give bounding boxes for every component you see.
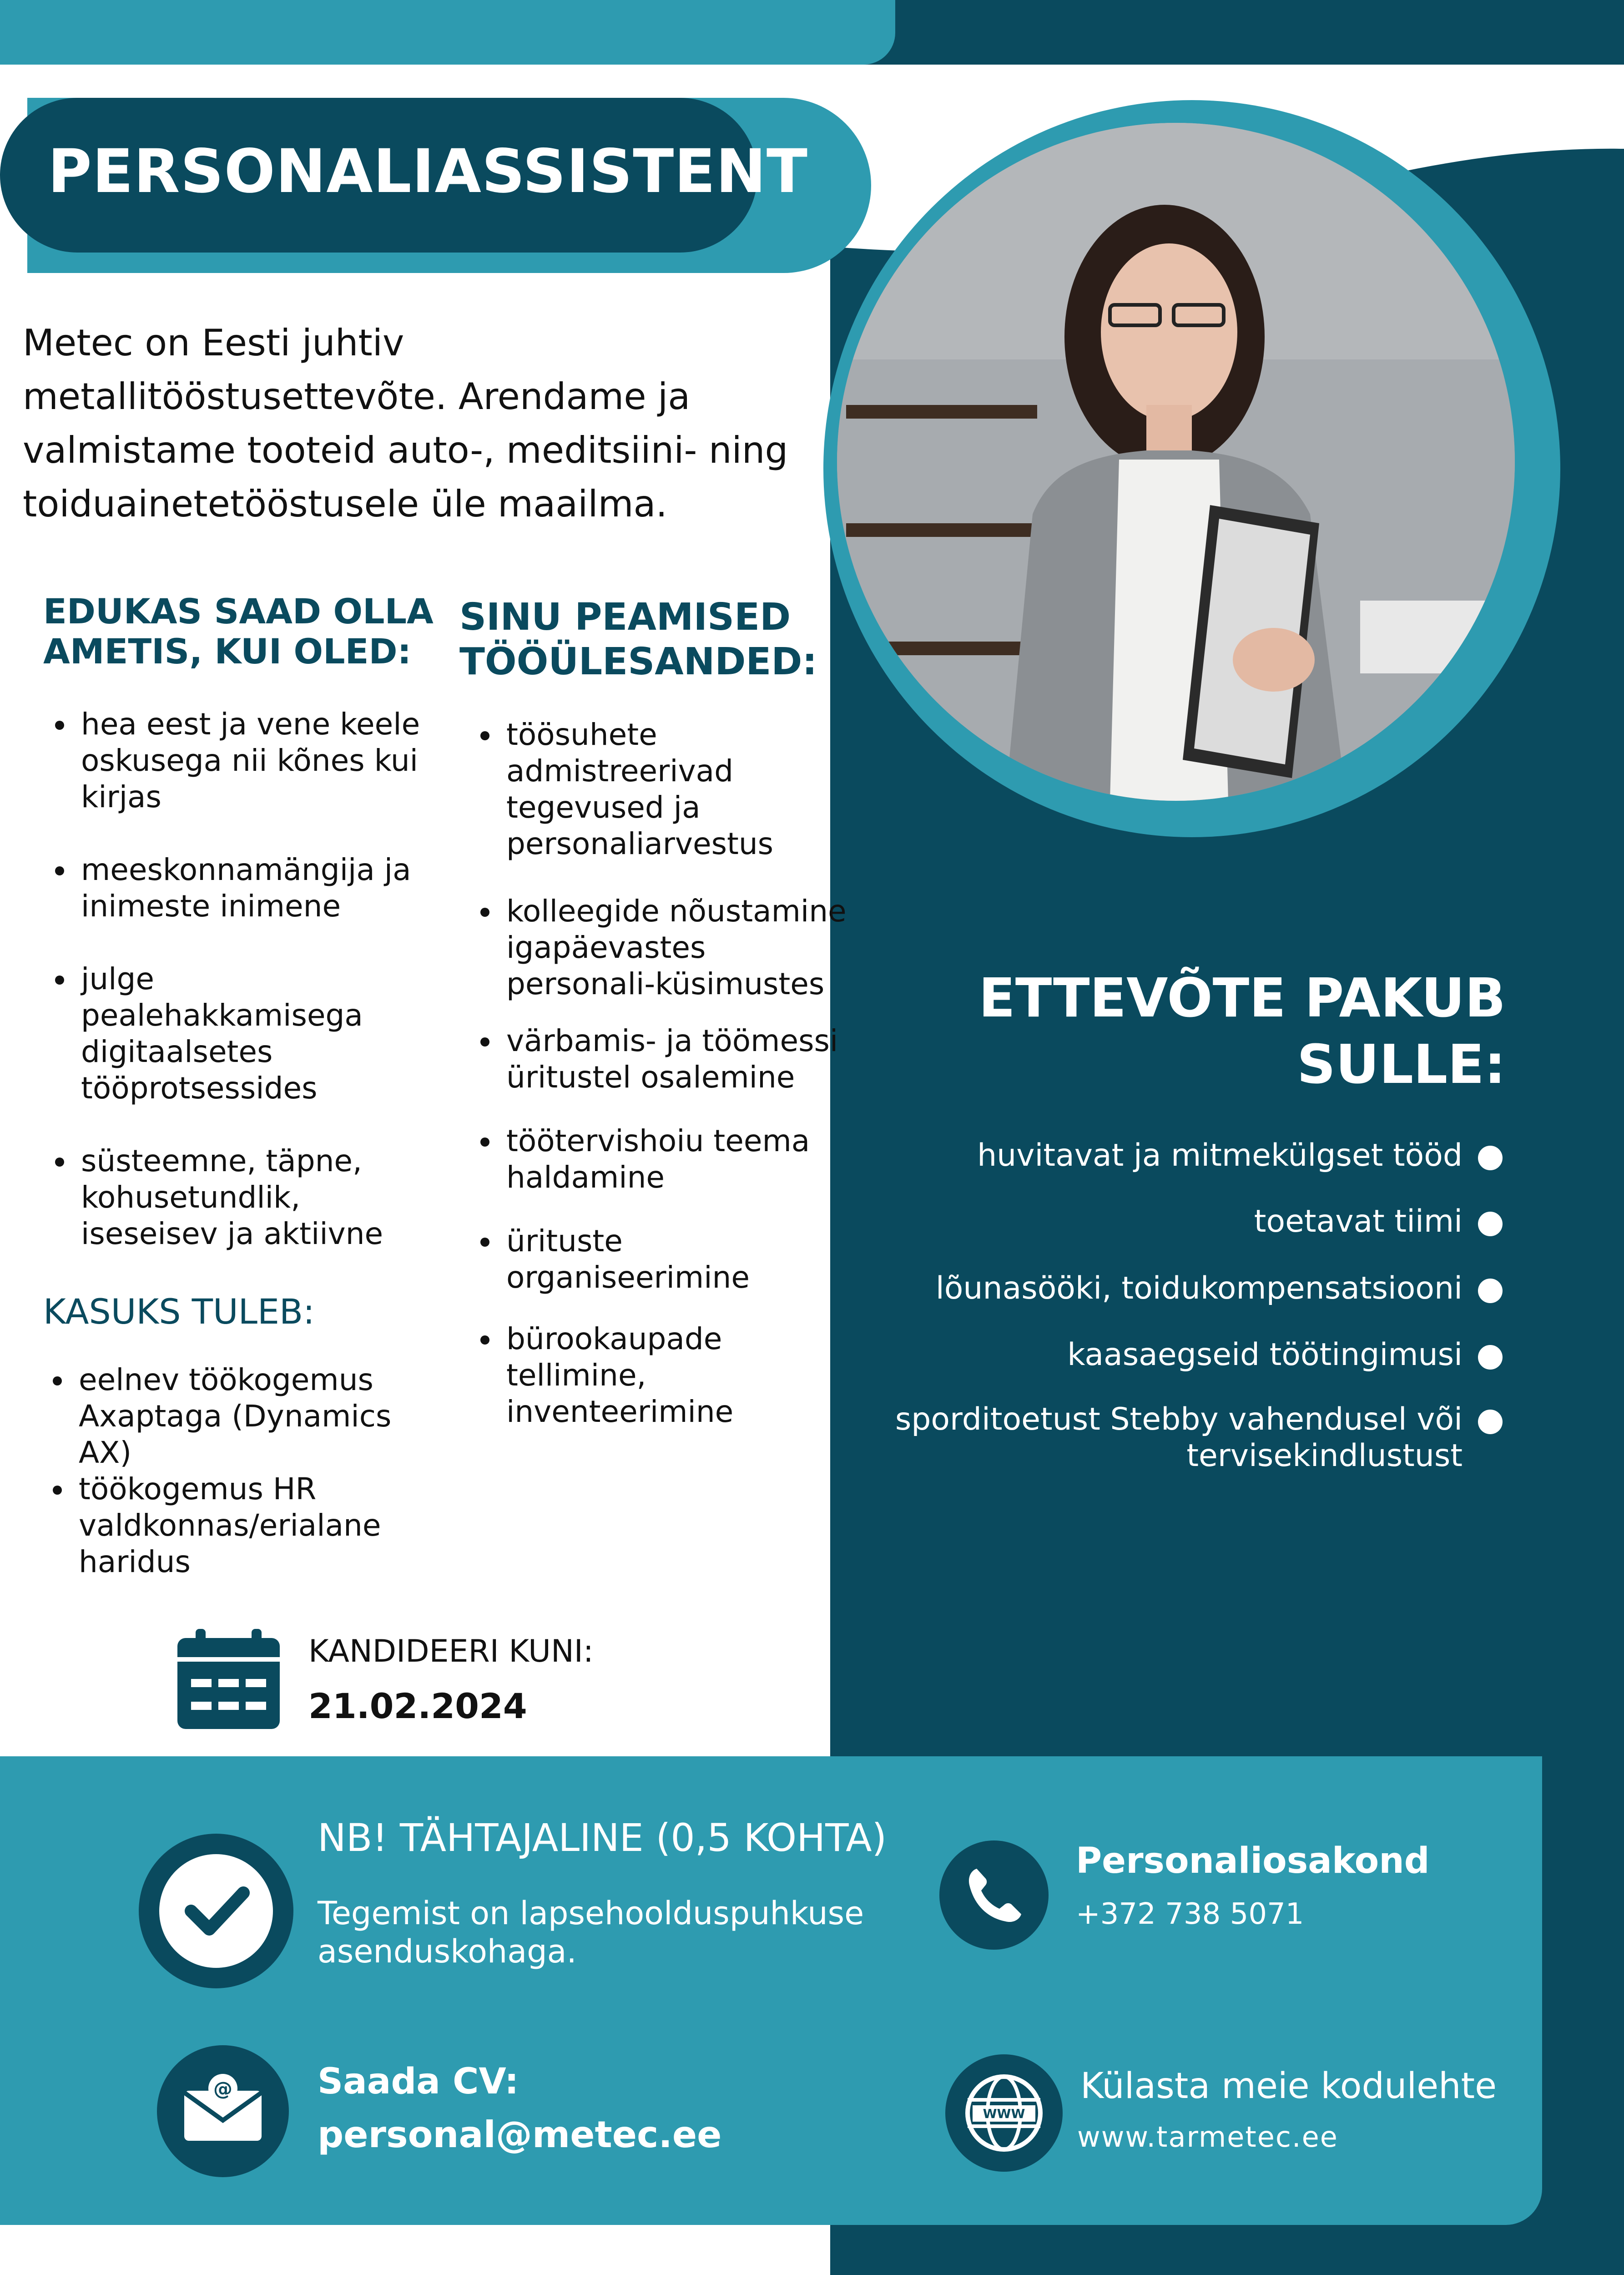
success-item: • julge pealehakkamisega digitaalsetes tööprotsessides (76, 961, 440, 1107)
task-item: • värbamis- ja töömessi üritustel osalemine (502, 1023, 857, 1096)
svg-text:@: @ (213, 2078, 232, 2100)
notice-title: NB! TÄHTAJALINE (0,5 KOHTA) (318, 1815, 887, 1860)
task-item: • bürookaupade tellimine, inventeerimine (502, 1321, 857, 1430)
offer-item (977, 1138, 1463, 1174)
deadline-date: 21.02.2024 (308, 1686, 527, 1726)
offer-item-text: sporditoetust Stebby vahendusel või tervisekindlustust (895, 1401, 1463, 1474)
advantage-list (43, 1362, 447, 1580)
success-list (45, 706, 440, 1289)
task-item: • kolleegide nõustamine igapäevastes personali-küsimustes (502, 893, 857, 1002)
tasks-heading (459, 595, 817, 684)
offer-item-text: huvitavat ja mitmekülgset tööd (977, 1138, 1463, 1173)
photo-illustration (837, 123, 1515, 801)
top-left-accent-bar (0, 0, 895, 65)
globe-icon (945, 2054, 1063, 2172)
offer-item-text: lõunasööki, toidukompensatsiooni (935, 1270, 1463, 1306)
svg-text:WWW: WWW (983, 2106, 1025, 2121)
deadline-label: KANDIDEERI KUNI: (308, 1633, 594, 1669)
task-item: • ürituste organiseerimine (502, 1223, 857, 1296)
offer-heading-line2: SULLE: (1297, 1033, 1506, 1096)
tasks-heading-line1: SINU PEAMISED (459, 596, 791, 639)
cv-email-link[interactable]: personal@metec.ee (318, 2113, 722, 2156)
bullet-dot-icon (1478, 1410, 1503, 1434)
offer-item (1067, 1337, 1463, 1373)
tasks-list (471, 717, 857, 1466)
success-heading-line1: EDUKAS SAAD OLLA (43, 591, 434, 632)
task-item: • töösuhete admistreerivad tegevused ja personaliarvestus (502, 717, 857, 862)
check-icon (159, 1854, 273, 1968)
bullet-dot-icon (1478, 1345, 1503, 1370)
offer-heading-line1: ETTEVÕTE PAKUB (978, 966, 1506, 1029)
bullet-dot-icon (1478, 1212, 1503, 1236)
offer-heading (978, 965, 1506, 1097)
task-item: • töötervishoiu teema haldamine (502, 1123, 857, 1196)
notice-text: Tegemist on lapsehoolduspuhkuse asenduskohaga. (318, 1895, 864, 1970)
cv-label: Saada CV: (318, 2061, 519, 2102)
website-label: Külasta meie kodulehte (1080, 2066, 1497, 2107)
success-item: • süsteemne, täpne, kohusetundlik, iseseisev ja aktiivne (76, 1143, 440, 1252)
intro-text: Metec on Eesti juhtiv metallitööstusettevõte. Arendame ja valmistame tooteid auto-, meditsiini- ning toiduainetetööstusele üle maailma. (23, 322, 788, 525)
bullet-dot-icon (1478, 1146, 1503, 1170)
bullet-dot-icon (1478, 1279, 1503, 1303)
website-link[interactable]: www.tarmetec.ee (1077, 2120, 1338, 2154)
email-icon (157, 2045, 289, 2177)
advantage-item: • töökogemus HR valdkonnas/erialane haridus (74, 1471, 447, 1580)
phone-icon (939, 1840, 1049, 1950)
job-title: PERSONALIASSISTENT (48, 136, 808, 207)
contact-department: Personaliosakond (1076, 1840, 1430, 1881)
offer-item (826, 1401, 1463, 1474)
success-item: • meeskonnamängija ja inimeste inimene (76, 852, 440, 925)
success-heading (43, 592, 434, 672)
offer-item (1254, 1203, 1463, 1240)
advantage-heading: KASUKS TULEB: (43, 1291, 315, 1332)
contact-phone: +372 738 5071 (1076, 1897, 1304, 1931)
offer-item-text: kaasaegseid töötingimusi (1067, 1337, 1463, 1373)
advantage-item: • eelnev töökogemus Axaptaga (Dynamics AX) (74, 1362, 447, 1471)
offer-item-text: toetavat tiimi (1254, 1203, 1463, 1239)
offer-item (936, 1270, 1463, 1307)
success-heading-line2: AMETIS, KUI OLED: (43, 631, 411, 672)
tasks-heading-line2: TÖÖÜLESANDED: (459, 640, 817, 683)
employee-photo (837, 123, 1515, 801)
calendar-icon (177, 1629, 280, 1729)
success-item: • hea eest ja vene keele oskusega nii kõnes kui kirjas (76, 706, 440, 815)
